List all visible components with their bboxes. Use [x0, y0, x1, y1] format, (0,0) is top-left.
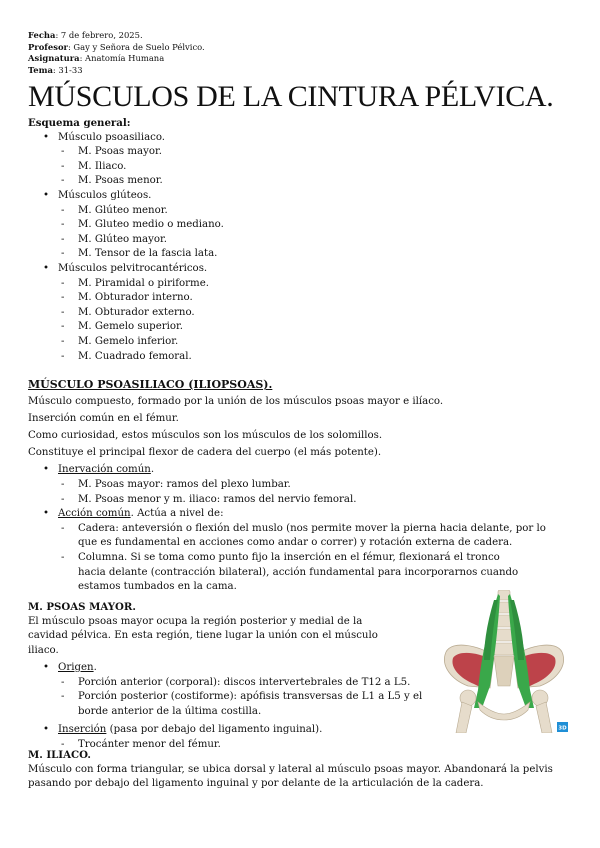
list-item: - M. Psoas menor. — [28, 174, 568, 189]
page-title: MÚSCULOS DE LA CINTURA PÉLVICA. — [28, 80, 554, 113]
list-item: - Columna. Si se toma como punto fijo la inserción en el fémur, flexionará el tronco hacia delante (contracción bilateral), acción fundamental para incorporarnos cuando estamos tumbados en la cama. — [28, 551, 568, 595]
list-item: - M. Iliaco. — [28, 160, 568, 175]
sublist — [28, 478, 568, 507]
list-item: • Origen. - Porción anterior (corporal): discos intervertebrales de T12 a L5. - Porción posterior (costiforme): apófisis transversas de L1 a L5 y el borde anterior de la última costilla. — [28, 661, 428, 719]
list-item: - M. Psoas menor y m. iliaco: ramos del nervio femoral. — [28, 493, 568, 508]
list-item: - M. Cuadrado femoral. — [28, 350, 568, 365]
list-item: - Porción posterior (costiforme): apófisis transversas de L1 a L5 y el borde anterior de la última costilla. — [28, 690, 428, 719]
list-item: - M. Tensor de la fascia lata. — [28, 247, 568, 262]
pelvis-muscle-illustration — [438, 590, 568, 733]
list-item: - M. Glúteo mayor. — [28, 233, 568, 248]
paragraph: Constituye el principal flexor de cadera del cuerpo (el más potente). — [28, 447, 382, 459]
document-metadata — [28, 30, 205, 76]
meta-tema: Tema: 31-33 — [28, 64, 83, 75]
list-item: - M. Piramidal o piriforme. — [28, 277, 568, 292]
paragraph: Músculo compuesto, formado por la unión de los músculos psoas mayor e ilíaco. — [28, 395, 444, 407]
meta-fecha: Fecha: 7 de febrero, 2025. — [28, 30, 143, 40]
meta-profesor: Profesor: Gay y Señora de Suelo Pélvico. — [28, 41, 205, 52]
psoas-mayor-section — [28, 600, 428, 753]
list-item: - Cadera: anteversión o flexión del muslo (nos permite mover la pierna hacia delante, por lo que es fundamental en acciones como andar o correr) y rotación externa de cadera. — [28, 522, 568, 551]
meta-asignatura: Asignatura: Anatomía Humana — [28, 53, 165, 63]
outline-heading: Esquema general: — [28, 117, 131, 129]
sublist — [28, 676, 428, 720]
list-item: - M. Psoas mayor. — [28, 145, 568, 160]
list-item: - M. Gemelo inferior. — [28, 335, 568, 350]
paragraph: El músculo psoas mayor ocupa la región posterior y medial de la cavidad pélvica. En esta región, tiene lugar la unión con el músculo iliaco. — [28, 615, 378, 656]
properties-list — [28, 463, 568, 594]
outline-section — [28, 116, 568, 364]
sublist — [28, 277, 568, 365]
list-item: • Músculos pelvitrocantéricos. - M. Piramidal o piriforme. - M. Obturador interno. - M. Obturador externo. - M. Gemelo superior. - M. Gemelo inferior. - M. Cuadrado femoral. — [28, 262, 568, 364]
list-item: • Músculo psoasiliaco. - M. Psoas mayor. - M. Iliaco. - M. Psoas menor. — [28, 131, 568, 189]
sublist — [28, 204, 568, 262]
list-item: - Trocánter menor del fémur. — [28, 738, 428, 753]
section-heading: M. PSOAS MAYOR. — [28, 601, 136, 613]
psoasiliaco-section — [28, 378, 568, 595]
paragraph: Como curiosidad, estos músculos son los músculos de los solomillos. — [28, 429, 383, 441]
iliaco-section — [28, 748, 573, 794]
list-item: • Inervación común. - M. Psoas mayor: ramos del plexo lumbar. - M. Psoas menor y m. iliaco: ramos del nervio femoral. — [28, 463, 568, 507]
section-heading: M. ILIACO. — [28, 749, 91, 761]
list-item: - M. Glúteo menor. — [28, 204, 568, 219]
properties-list — [28, 661, 428, 753]
list-item: • Acción común. Actúa a nivel de: - Cadera: anteversión o flexión del muslo (nos permite mover la pierna hacia delante, por lo que es fundamental en acciones como andar o correr) y rotación externa de cadera. - Columna. Si se toma como punto fijo la inserción en el fémur, flexionará el tronco hacia delante (contracción bilateral), acción fundamental para incorporarnos cuando estamos tumbados en la cama. — [28, 507, 568, 595]
pelvis-illustration-icon — [438, 590, 568, 733]
list-item: - M. Gluteo medio o mediano. — [28, 218, 568, 233]
list-item: - M. Psoas mayor: ramos del plexo lumbar. — [28, 478, 568, 493]
image-badge: 3D — [558, 725, 567, 732]
paragraph: Músculo con forma triangular, se ubica dorsal y lateral al músculo psoas mayor. Abandonará la pelvis pasando por debajo del ligamento inguinal y por delante de la articulación de la cadera. — [28, 763, 553, 790]
outline-list — [28, 131, 568, 365]
sublist — [28, 145, 568, 189]
sublist — [28, 522, 568, 595]
paragraph: Inserción común en el fémur. — [28, 412, 179, 424]
list-item: • Músculos glúteos. - M. Glúteo menor. - M. Gluteo medio o mediano. - M. Glúteo mayor. - M. Tensor de la fascia lata. — [28, 189, 568, 262]
section-heading: MÚSCULO PSOASILIACO (ILIOPSOAS). — [28, 378, 273, 391]
list-item: - Porción anterior (corporal): discos intervertebrales de T12 a L5. — [28, 676, 428, 691]
list-item: - M. Obturador interno. — [28, 291, 568, 306]
list-item: • Inserción (pasa por debajo del ligamento inguinal). - Trocánter menor del fémur. — [28, 723, 428, 752]
list-item: - M. Gemelo superior. — [28, 320, 568, 335]
list-item: - M. Obturador externo. — [28, 306, 568, 321]
